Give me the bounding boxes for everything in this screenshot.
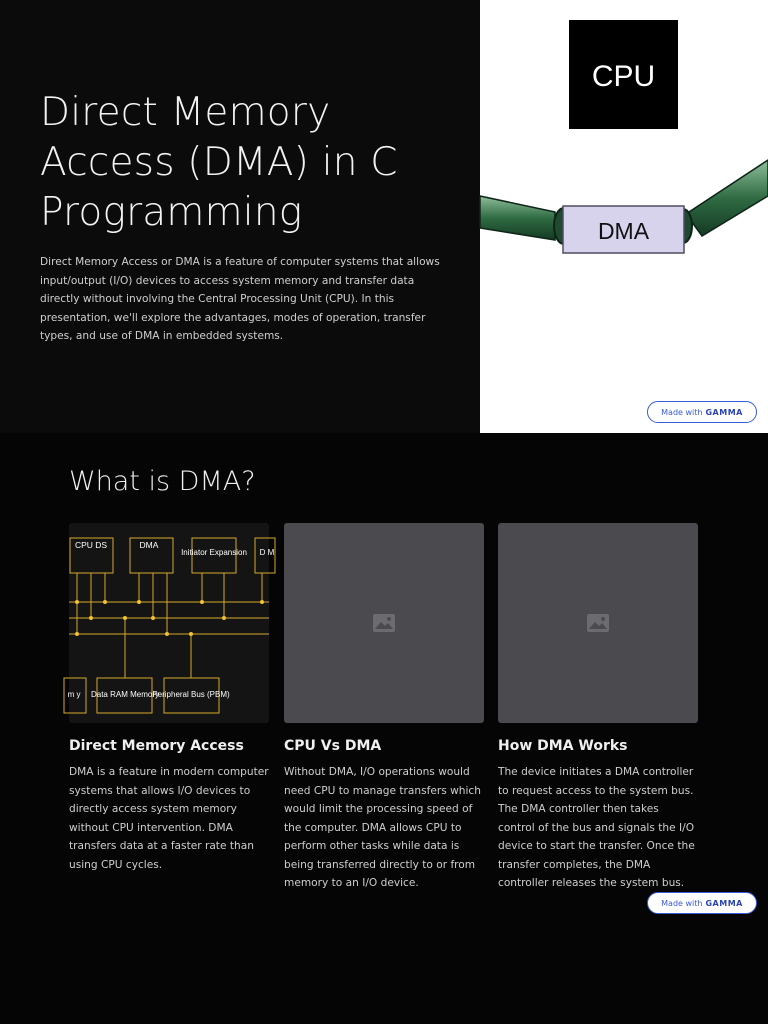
image-icon: [372, 613, 396, 633]
card-heading: Direct Memory Access: [69, 738, 244, 754]
card-heading: How DMA Works: [498, 738, 628, 754]
left-pipe: [480, 196, 555, 240]
bus-diagram: [67, 523, 275, 723]
slide-description: Direct Memory Access or DMA is a feature of computer systems that allows input/output (I/O) devices to access system memory and transfer data directly without involving the Central Processing Unit (CPU). In this presentation, we'll explore the advantages, modes of operation, transfer types, and use of DMA in embedded systems.: [40, 256, 440, 343]
right-pipe: [686, 160, 768, 236]
diagram-label-initiator: Initiator Expansion: [181, 548, 247, 557]
badge-prefix: Made with: [661, 407, 703, 417]
cpu-dma-illustration: [480, 0, 768, 433]
diagram-label-dma: DMA: [139, 540, 159, 550]
dma-label: DMA: [597, 218, 650, 244]
made-with-gamma-badge[interactable]: [647, 892, 757, 914]
card-text: The device initiates a DMA controller to request access to the system bus. The DMA controller then takes control of the bus and signals the I/O device to start the transfer. Once the transfer completes, the DMA controller releases the system bus.: [498, 766, 695, 889]
diagram-label-data-ram: Data RAM Memory: [90, 690, 160, 699]
image-icon: [586, 613, 610, 633]
slide-title: Direct Memory Access (DMA) in C Programming: [40, 90, 398, 235]
what-is-dma-slide: [0, 433, 768, 1024]
section-title: What is DMA?: [69, 466, 256, 497]
diagram-label-d: D M: [259, 548, 275, 557]
image-placeholder: [498, 523, 698, 723]
card-text: DMA is a feature in modern computer systems that allows I/O devices to directly access system memory without CPU intervention. DMA transfers data at a faster rate than using CPU cycles.: [69, 766, 269, 871]
card-text: Without DMA, I/O operations would need CPU to manage transfers which would limit the processing speed of the computer. DMA allows CPU to perform other tasks while data is being transferred directly to or from memory to an I/O device.: [284, 766, 481, 889]
diagram-label-cpu-ds: CPU DS: [74, 540, 108, 550]
gamma-logo-text: GAMMA: [705, 407, 743, 417]
cpu-label: CPU: [591, 60, 656, 93]
image-placeholder: [284, 523, 484, 723]
card-heading: CPU Vs DMA: [284, 738, 382, 754]
gamma-logo-text: GAMMA: [705, 898, 743, 908]
made-with-gamma-badge[interactable]: [647, 401, 757, 423]
diagram-label-peripheral: Peripheral Bus (PBM): [152, 690, 230, 699]
bus-diagram-image: [67, 523, 275, 723]
diagram-label-left: m y: [67, 690, 81, 699]
hero-illustration: [480, 0, 768, 433]
title-slide: [0, 0, 768, 433]
badge-prefix: Made with: [661, 898, 703, 908]
